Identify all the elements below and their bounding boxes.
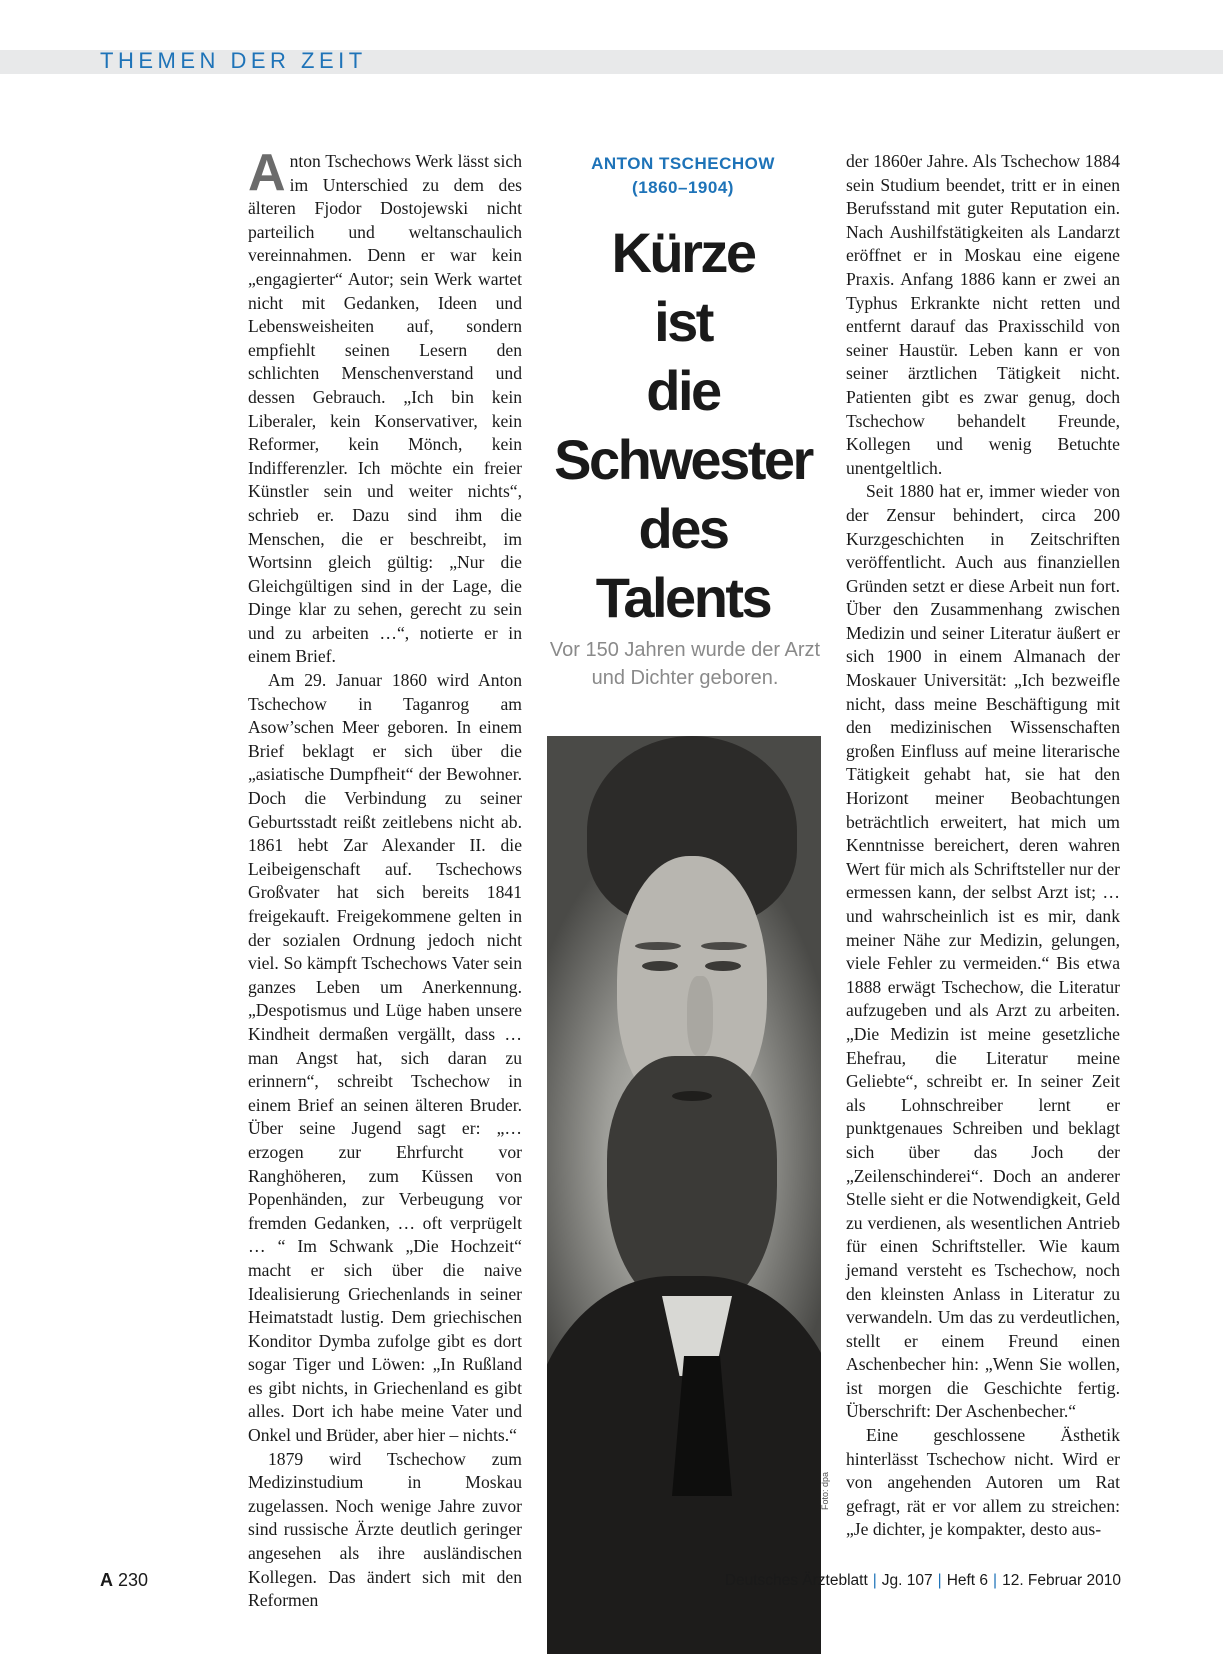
article-headline: [548, 218, 818, 632]
dropcap: A: [248, 144, 286, 202]
issue: Heft 6: [946, 1572, 989, 1589]
headline-line: die: [646, 359, 720, 422]
separator: |: [872, 1572, 877, 1589]
paragraph: Seit 1880 hat er, immer wieder von der Zensur behindert, circa 200 Kurzgeschichten in Zeitschriften veröffentlicht. Auch aus finanziellen Gründen setzt er diese Arbeit nun fort. Über den Zusammenhang zwischen Medizin und seiner Literatur äußert er sich 1900 in einem Almanach der Moskauer Universität: „Ich bezweifle nicht, dass meine Beschäftigung mit den medizinischen Wissenschaften großen Einfluss auf meine literarische Tätigkeit gehabt hat, sie hat den Horizont meiner Beobachtungen beträchtlich erweitert, hat mich um Kenntnisse bereichert, deren wahren Wert für mich als Schriftsteller nur der ermessen kann, der selbst Arzt ist; … und wahrscheinlich ist es mir, dank meiner Nähe zur Medizin, gelungen, viele Fehler zu vermeiden.“ Bis etwa 1888 erwägt Tschechow, die Literatur aufzugeben und als Arzt zu arbeiten. „Die Medizin ist meine gesetzliche Ehefrau, die Literatur meine Geliebte“, schreibt er. In seiner Zeit als Lohnschreiber lernt er punktgenaues Schreiben und beklagt sich über das Joch der „Zeilenschinderei“. Doch an anderer Stelle sieht er die Notwendigkeit, Geld zu verdienen, als wesentlichen Antrieb für einen Schriftsteller. Wie kaum jemand versteht es Tschechow, noch den kleinsten Anlass in Literatur zu verwandeln. Um das zu verdeutlichen, stellt er einem Freund einen Aschenbecher hin: „Wenn Sie wollen, ist morgen die Geschichte fertig. Überschrift: Der Aschenbecher.“: [846, 481, 1120, 1422]
page-number: A 230: [100, 1570, 149, 1590]
article-kicker: [548, 152, 818, 200]
article-subtitle: Vor 150 Jahren wurde der Arzt und Dichter geboren.: [549, 639, 821, 689]
footer-citation: [725, 1572, 1121, 1590]
headline-line: ist: [654, 290, 712, 353]
paragraph: 1879 wird Tschechow zum Medizinstudium in Moskau zugelassen. Noch wenige Jahre zuvor sind russische Ärzte deutlich geringer angesehen als ihre ausländischen Kollegen. Das ändert sich mit den Reformen: [248, 1448, 522, 1611]
section-label: THEMEN DER ZEIT: [100, 48, 367, 73]
headline-line: des: [638, 497, 728, 560]
headline-line: Schwester: [554, 428, 812, 491]
paragraph: Am 29. Januar 1860 wird Anton Tschechow in Taganrog am Asow’schen Meer geboren. In einem Brief beklagt er sich über die „asiatische Dumpfheit“ der Bewohner. Doch die Verbindung zu seiner Geburtsstadt reißt zeitlebens nicht ab. 1861 hebt Zar Alexander II. die Leibeigenschaft auf. Tschechows Großvater hat sich bereits 1841 freigekauft. Freigekommene gelten in der sozialen Ordnung jedoch nicht viel. So kämpft Tschechows Vater sein ganzes Leben um Anerkennung. „Despotismus und Lüge haben unsere Kindheit dermaßen vergällt, dass … man Angst hat, sich daran zu erinnern“, schreibt Tschechow in einem Brief an seinen älteren Bruder. Über seine Jugend sagt er: „… erzogen zur Ehrfurcht vor Ranghöheren, zum Küssen von Popenhänden, zur Verbeugung vor fremden Gedanken, … oft verprügelt … “ Im Schwank „Die Hochzeit“ macht er sich über die naive Idealisierung Griechenlands in seiner Heimatstadt lustig. Dem griechischen Konditor Dymba zufolge gibt es dort sogar Tiger und Löwen: „In Rußland es gibt nichts, in Griechenland es gibt alles. Dort ich habe meine Vater und Onkel und Brüder, aber hier – nichts.“: [248, 670, 522, 1446]
paragraph: Anton Tschechows Werk lässt sich im Unterschied zu dem des älteren Fjodor Dostojewski nicht parteilich und weltanschaulich vereinnahmen. Denn er war kein „engagierter“ Autor; sein Werk wartet nicht mit Gedanken, Ideen und Lebensweisheiten auf, sondern empfiehlt seinen Lesern den schlichten Menschenverstand und dessen Gebrauch. „Ich bin kein Liberaler, kein Konservativer, kein Reformer, kein Mönch, kein Indifferenzler. Ich möchte ein freier Künstler sein und weiter nichts“, schrieb er. Dazu sind ihm die Menschen, die er beschreibt, im Wortsinn gleich gültig: „Nur die Gleichgültigen sind in der Lage, die Dinge klar zu sehen, gerecht zu sein und zu arbeiten …“, notierte er in einem Brief.: [248, 144, 522, 667]
date: 12. Februar 2010: [1002, 1572, 1121, 1589]
journal-name: Deutsches Ärzteblatt: [724, 1572, 868, 1589]
paragraph: Eine geschlossene Ästhetik hinterlässt Tschechow nicht. Wird er von angehenden Autoren um Rat gefragt, rät er vor allem zu streichen: „Je dichter, je kompakter, desto aus-: [846, 1425, 1120, 1540]
headline-line: Talents: [595, 566, 771, 629]
kicker-dates: (1860–1904): [632, 178, 734, 197]
kicker-name: ANTON TSCHECHOW: [591, 154, 775, 173]
volume: Jg. 107: [881, 1572, 933, 1589]
separator: |: [937, 1572, 942, 1589]
separator: |: [993, 1572, 998, 1589]
photo-credit: Foto: dpa: [820, 1471, 830, 1510]
right-column: [846, 150, 1120, 1542]
paragraph: der 1860er Jahre. Als Tschechow 1884 sein Studium beendet, tritt er in einen Berufsstand mit guter Reputation ein. Nach Aushilfstätigkeiten als Landarzt eröffnet er in Moskau eine eigene Praxis. Anfang 1886 kann er zwei an Typhus Erkrankte nicht retten und entfernt darauf das Praxisschild von seiner Haustür. Leben kann er von seiner ärztlichen Tätigkeit nicht. Patienten gibt es zwar genug, doch Tschechow behandelt Freunde, Kollegen und wenig Betuchte unentgeltlich.: [846, 151, 1120, 478]
headline-line: Kürze: [611, 221, 755, 284]
left-column: [248, 144, 522, 1613]
portrait-photo: [547, 736, 821, 1654]
